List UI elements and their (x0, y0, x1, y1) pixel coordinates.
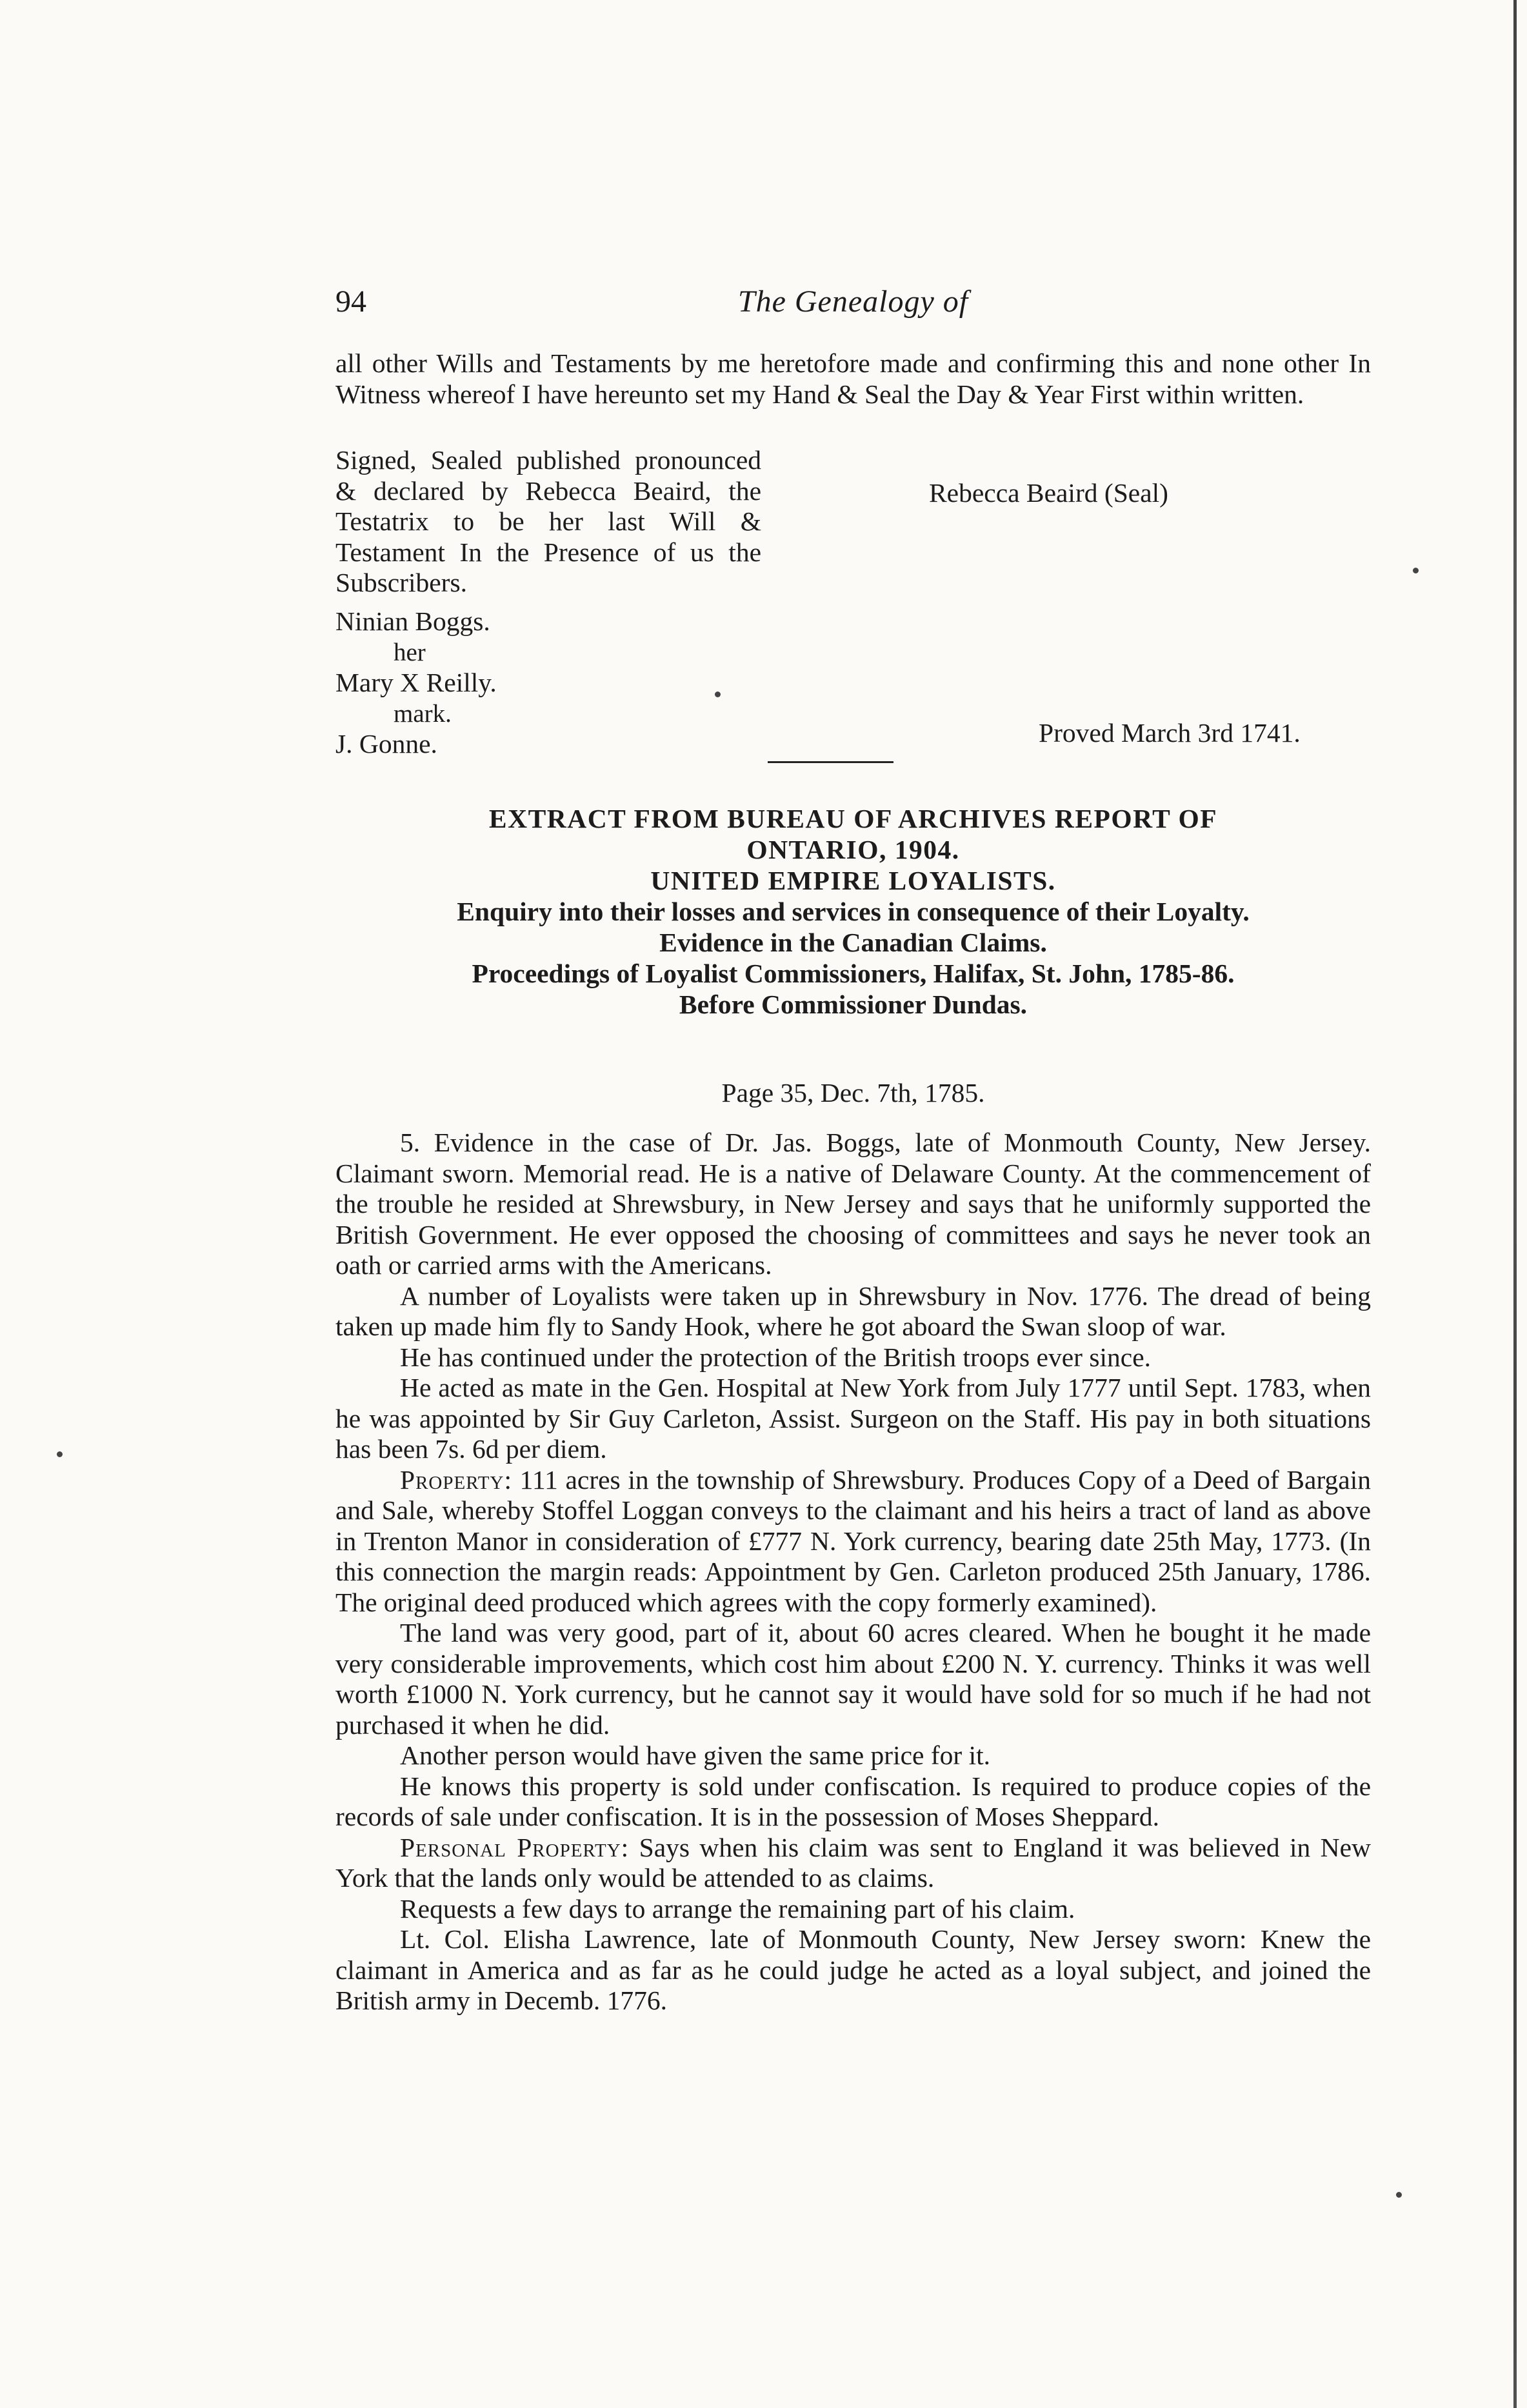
heading-line: Proceedings of Loyalist Commissioners, Halifax, St. John, 1785-86. (472, 959, 1235, 988)
witness-ninian-boggs: Ninian Boggs. (335, 606, 490, 636)
page-number: 94 (335, 284, 366, 319)
heading-line: UNITED EMPIRE LOYALISTS. (650, 866, 1056, 895)
mark-label: mark. (394, 699, 452, 728)
page-reference: Page 35, Dec. 7th, 1785. (721, 1078, 985, 1108)
body-paragraph: A number of Loyalists were taken up in Shrewsbury in Nov. 1776. The dread of being taken up made him fly to Sandy Hook, where he got aboard the Swan sloop of war. (335, 1280, 1371, 1341)
property-text: 111 acres in the township of Shrewsbury. Produces Copy of a Deed of Bargain and Sale, whereby Stoffel Loggan conveys to the claimant and his heirs a tract of land as above in Trenton Manor in consideration of £777 N. York currency, bearing date 25th May, 1773. (In this connection the margin reads: Appointment by Gen. Carleton produced 25th January, 1786. The original deed produced which agrees with the copy formerly examined). (335, 1464, 1371, 1617)
heading-line: ONTARIO, 1904. (746, 835, 960, 864)
body-paragraph: Lt. Col. Elisha Lawrence, late of Monmouth County, New Jersey sworn: Knew the claimant in America and as far as he could judge he acted as a loyal subject, and joined the British army in Decemb. 1776. (335, 1924, 1371, 2015)
specks (57, 1451, 63, 1457)
her-mark-label: her (394, 638, 426, 666)
heading-line: Before Commissioner Dundas. (679, 990, 1028, 1019)
section-divider (768, 761, 893, 763)
heading-line: EXTRACT FROM BUREAU OF ARCHIVES REPORT OF (488, 804, 1218, 833)
witness-mary-reilly: Mary X Reilly. (335, 668, 497, 697)
specks (1396, 2192, 1402, 2198)
page-header (335, 284, 1371, 329)
body-paragraph: 5. Evidence in the case of Dr. Jas. Boggs, late of Monmouth County, New Jersey. Claimant sworn. Memorial read. He is a native of Delaware County. At the commencement of the trouble he resided at Shrewsbury, in New Jersey and says that he uniformly supported the British Government. He ever opposed the choosing of committees and says he never took an oath or carried arms with the Americans. (335, 1128, 1371, 1280)
witness-list (335, 606, 497, 760)
body-text (335, 1128, 1371, 2016)
specks (1413, 568, 1419, 573)
specks (715, 692, 721, 697)
will-paragraph: all other Wills and Testaments by me heretofore made and confirming this and none other In Witness whereof I have hereunto set my Hand & Seal the Day & Year First within written. (335, 348, 1371, 409)
testatrix-signature: Rebecca Beaird (Seal) (929, 478, 1168, 508)
section-heading (335, 803, 1371, 1020)
witness-j-gonne: J. Gonne. (335, 729, 437, 759)
heading-line: Enquiry into their losses and services in consequence of their Loyalty. (457, 897, 1250, 926)
running-title: The Genealogy of (737, 284, 969, 319)
heading-line: Evidence in the Canadian Claims. (659, 928, 1047, 957)
page-edge-line (1513, 0, 1517, 2408)
body-paragraph: Another person would have given the same price for it. (400, 1740, 991, 1770)
body-paragraph: Requests a few days to arrange the remaining part of his claim. (400, 1893, 1075, 1924)
body-paragraph: He has continued under the protection of the British troops ever since. (400, 1342, 1151, 1372)
property-paragraph (335, 1465, 1371, 1618)
personal-property-label: Personal Property: (400, 1832, 630, 1862)
body-paragraph: He knows this property is sold under confiscation. Is required to produce copies of the records of sale under confiscation. It is in the possession of Moses Sheppard. (335, 1771, 1371, 1831)
body-paragraph: He acted as mate in the Gen. Hospital at New York from July 1777 until Sept. 1783, when he was appointed by Sir Guy Carleton, Assist. Surgeon on the Staff. His pay in both situations has been 7s. 6d per diem. (335, 1373, 1371, 1464)
personal-property-paragraph (335, 1833, 1371, 1894)
personal-property-text: Says when his claim was sent to England it was believed in New York that the lands only would be attended to as claims. (335, 1832, 1372, 1893)
body-paragraph: The land was very good, part of it, about 60 acres cleared. When he bought it he made very considerable improvements, which cost him about £200 N. Y. currency. Thinks it was well worth £1000 N. York currency, but he cannot say it would have sold for so much if he had not purchased it when he did. (335, 1618, 1371, 1740)
attestation-clause: Signed, Sealed published pronounced & declared by Rebecca Beaird, the Testatrix to be her last Will & Testament In the Presence of us the Subscribers. (335, 445, 761, 597)
property-label: Property: (400, 1464, 512, 1495)
probate-date: Proved March 3rd 1741. (1039, 718, 1301, 748)
will-text (335, 348, 1371, 410)
